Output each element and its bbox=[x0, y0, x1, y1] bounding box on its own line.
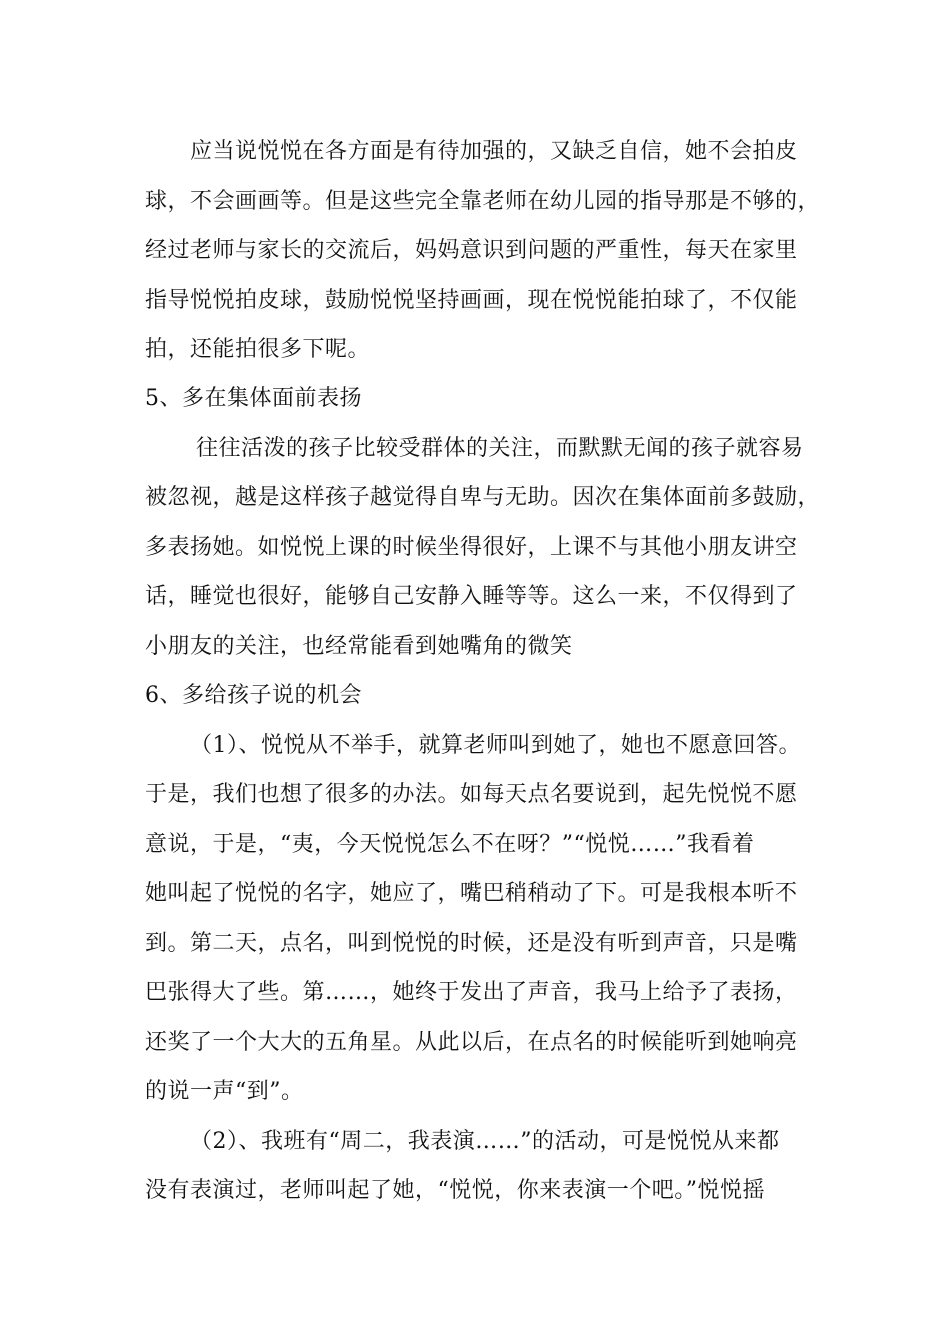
paragraph-line: 多表扬她。如悦悦上课的时候坐得很好，上课不与其他小朋友讲空 bbox=[145, 535, 798, 560]
section-heading: 6、多给孩子说的机会 bbox=[145, 683, 362, 708]
paragraph-line: 到。第二天，点名，叫到悦悦的时候，还是没有听到声音，只是嘴 bbox=[145, 931, 798, 956]
paragraph-line: 指导悦悦拍皮球，鼓励悦悦坚持画画，现在悦悦能拍球了，不仅能 bbox=[145, 288, 798, 313]
paragraph-line: 球，不会画画等。但是这些完全靠老师在幼儿园的指导那是不够的， bbox=[145, 189, 821, 214]
paragraph-line: 她叫起了悦悦的名字，她应了，嘴巴稍稍动了下。可是我根本听不 bbox=[145, 881, 798, 906]
section-heading: 5、多在集体面前表扬 bbox=[145, 386, 362, 411]
paragraph-line: 被忽视，越是这样孩子越觉得自卑与无助。因次在集体面前多鼓励， bbox=[145, 485, 821, 510]
paragraph-line: 巴张得大了些。第……，她终于发出了声音，我马上给予了表扬， bbox=[145, 980, 798, 1005]
paragraph-line: 于是，我们也想了很多的办法。如每天点名要说到，起先悦悦不愿 bbox=[145, 782, 798, 807]
paragraph-line: 意说，于是，“夷，今天悦悦怎么不在呀？”“悦悦……”我看着 bbox=[145, 832, 755, 857]
paragraph-line: 小朋友的关注，也经常能看到她嘴角的微笑 bbox=[145, 634, 573, 659]
paragraph-line: 的说一声“到”。 bbox=[145, 1079, 304, 1104]
paragraph-line: 还奖了一个大大的五角星。从此以后，在点名的时候能听到她响亮 bbox=[145, 1030, 798, 1055]
paragraph-line: （1）、悦悦从不举手，就算老师叫到她了，她也不愿意回答。 bbox=[190, 733, 801, 758]
paragraph-line: 经过老师与家长的交流后，妈妈意识到问题的严重性，每天在家里 bbox=[145, 238, 798, 263]
paragraph-line: 往往活泼的孩子比较受群体的关注，而默默无闻的孩子就容易 bbox=[196, 436, 804, 461]
paragraph-line: 拍，还能拍很多下呢。 bbox=[145, 337, 371, 362]
paragraph-line: 没有表演过，老师叫起了她，“悦悦，你来表演一个吧。”悦悦摇 bbox=[145, 1178, 765, 1203]
paragraph-line: 话，睡觉也很好，能够自己安静入睡等等。这么一来，不仅得到了 bbox=[145, 584, 798, 609]
paragraph-line: （2）、我班有“周二，我表演……”的活动，可是悦悦从来都 bbox=[190, 1129, 780, 1154]
paragraph-line: 应当说悦悦在各方面是有待加强的，又缺乏自信，她不会拍皮 bbox=[190, 139, 798, 164]
